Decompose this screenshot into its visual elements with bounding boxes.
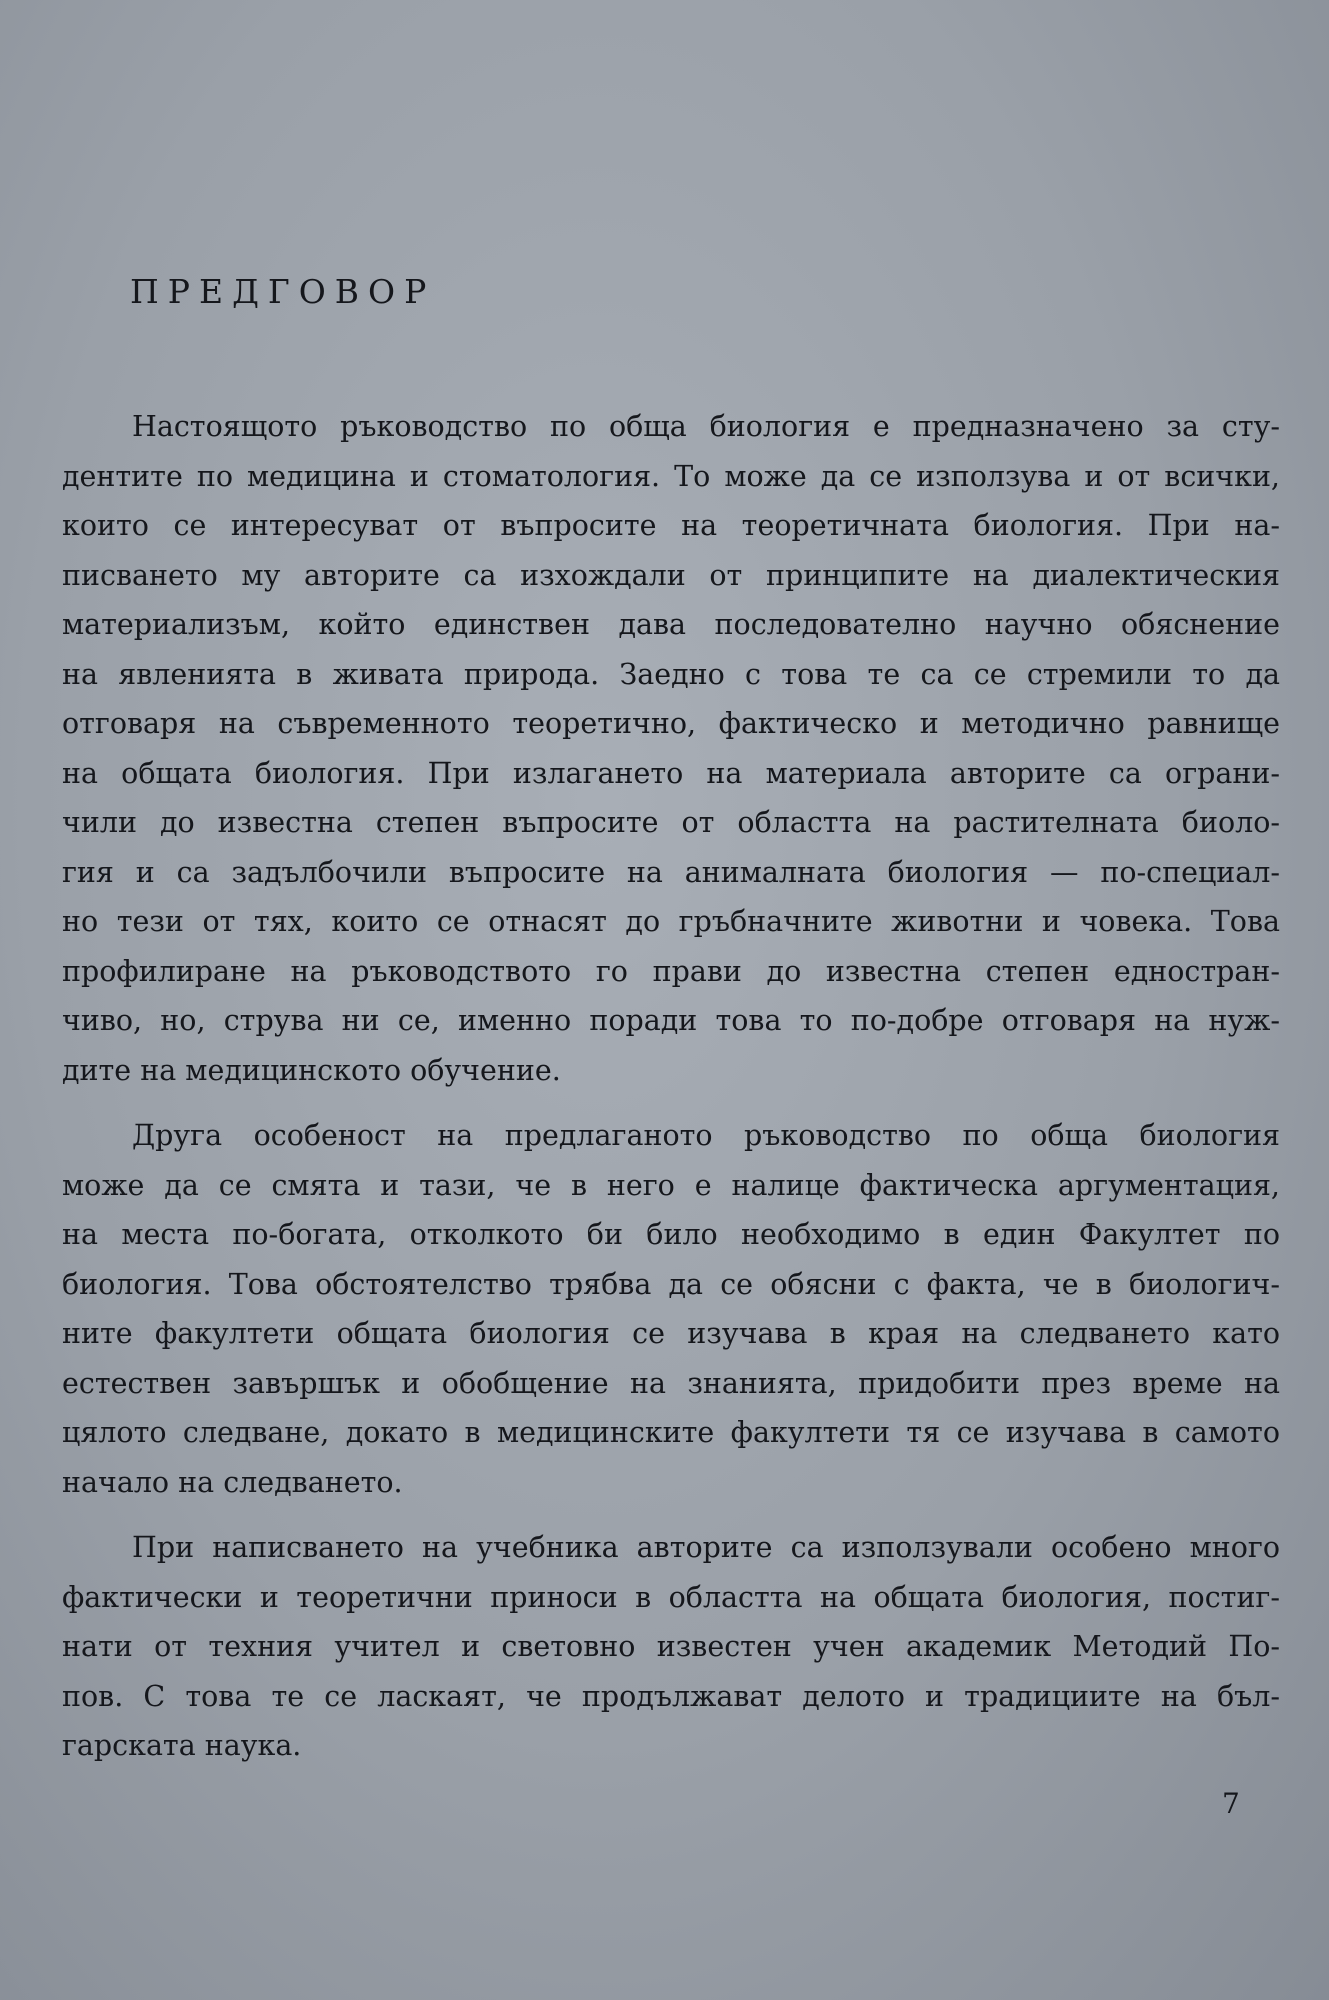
text-line: цялото следване, докато в медицинските факултети тя се изучава в самото [62, 1416, 1280, 1449]
text-line: на общата биология. При излагането на материала авторите са ограни- [62, 756, 1280, 790]
text-line: дите на медицинското обучение. [62, 1053, 561, 1087]
text-line: чили до известна степен въпросите от областта на растителната биоло- [62, 806, 1280, 839]
text-line: нати от техния учител и световно известен учен академик Методий По- [62, 1630, 1280, 1663]
text-line: материализъм, който единствен дава последователно научно обяснение [62, 608, 1280, 641]
page-number: 7 [1222, 1787, 1240, 1820]
text-line: Друга особеност на предлаганото ръководство по обща биология [132, 1119, 1280, 1152]
text-line: фактически и теоретични приноси в областта на общата биология, постиг- [62, 1580, 1280, 1614]
text-line: пов. С това те се ласкаят, че продължават делото и традициите на бъл- [62, 1679, 1280, 1713]
paragraph-3 [62, 1523, 1280, 1771]
text-line: гарската наука. [62, 1729, 302, 1762]
text-line: писването му авторите са изхождали от принципите на диалектическия [62, 558, 1280, 592]
text-line: гия и са задълбочили въпросите на анималната биология — по-специал- [62, 855, 1280, 889]
text-line: естествен завършък и обобщение на знанията, придобити през време на [62, 1366, 1280, 1400]
text-line: може да се смята и тази, че в него е налице фактическа аргументация, [62, 1168, 1280, 1202]
text-line: които се интересуват от въпросите на теоретичната биология. При на- [62, 509, 1280, 542]
text-line: но тези от тях, които се отнасят до гръбначните животни и човека. Това [62, 905, 1280, 938]
text-line: Настоящото ръководство по обща биология е предназначено за сту- [132, 410, 1280, 443]
paragraph-2 [62, 1111, 1280, 1507]
text-line: При написването на учебника авторите са използували особено много [132, 1531, 1280, 1564]
text-line: на явленията в живата природа. Заедно с това те са се стремили то да [62, 657, 1280, 691]
text-line: ните факултети общата биология се изучава в края на следването като [62, 1317, 1280, 1350]
text-line: начало на следването. [62, 1465, 403, 1499]
text-line: профилиране на ръководството го прави до известна степен едностран- [62, 954, 1280, 988]
text-line: дентите по медицина и стоматология. То може да се използува и от всички, [62, 459, 1280, 493]
body-text [62, 402, 1280, 1787]
text-line: чиво, но, струва ни се, именно поради това то по-добре отговаря на нуж- [62, 1004, 1280, 1037]
text-line: на места по-богата, отколкото би било необходимо в един Факултет по [62, 1218, 1280, 1251]
text-line: отговаря на съвременното теоретично, фактическо и методично равнище [62, 707, 1280, 740]
text-line: биология. Това обстоятелство трябва да се обясни с факта, че в биологич- [62, 1267, 1280, 1301]
paragraph-1 [62, 402, 1280, 1095]
page-heading: ПРЕДГОВОР [130, 272, 436, 311]
